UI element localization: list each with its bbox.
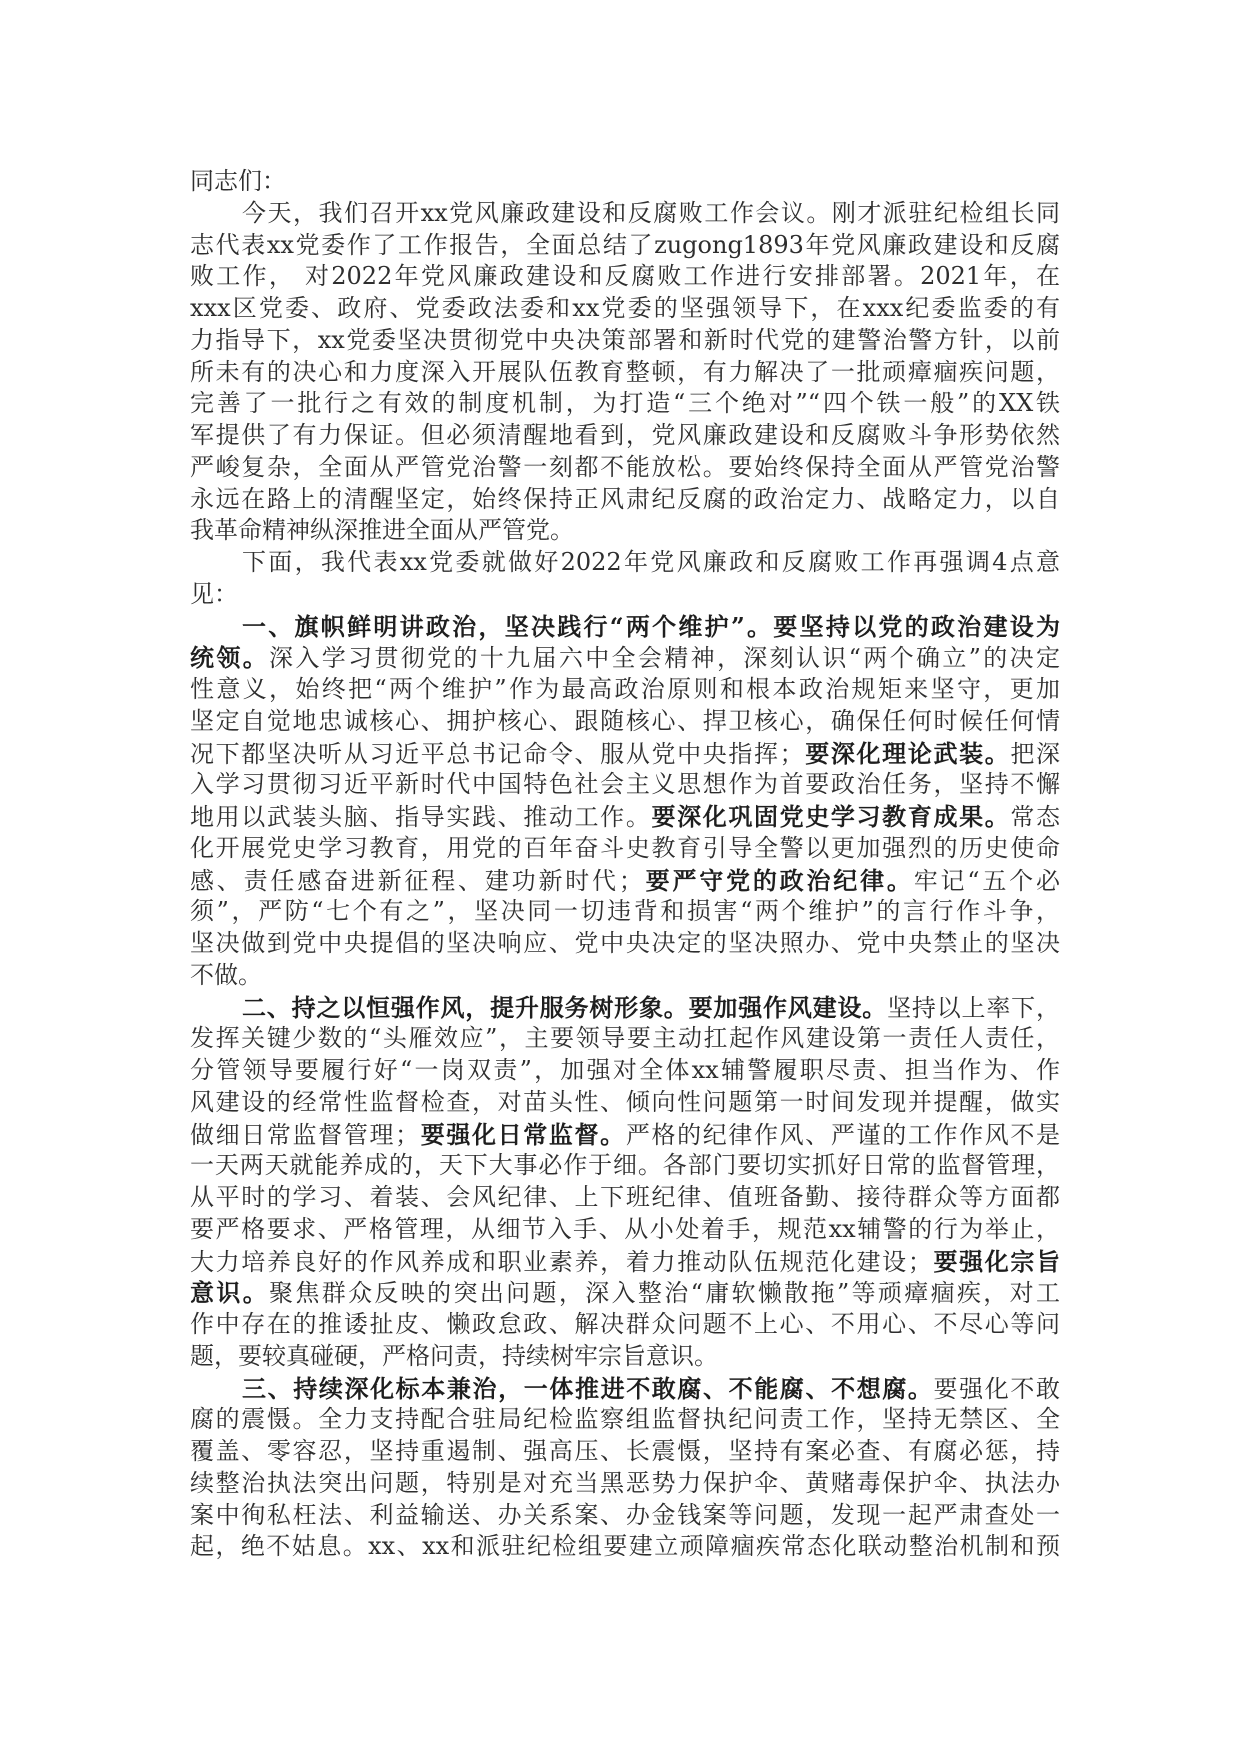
text-line	[190, 579, 1060, 611]
body-text: 常态	[1010, 803, 1060, 831]
body-text: 力指导下，xx党委坚决贯彻党中央决策部署和新时代党的建警治警方针，以前	[190, 325, 1060, 354]
body-text: 做细日常监督管理；	[190, 1120, 420, 1149]
body-text: 见：	[190, 579, 238, 608]
text-line	[190, 293, 1060, 325]
text-line	[190, 1436, 1060, 1468]
bold-heading-text: 要深化巩固党史学习教育成果。	[651, 802, 1011, 831]
bold-heading-text: 要深化理论武装。	[803, 738, 1011, 768]
text-line	[190, 674, 1060, 706]
body-text: 牢记“五个必	[913, 866, 1060, 895]
body-text: 坚持以上率下，	[887, 993, 1060, 1022]
body-text: 不做。	[190, 960, 262, 989]
body-text: 完善了一批行之有效的制度机制，为打造“三个绝对”“四个铁一般”的XX铁	[190, 389, 1060, 418]
text-line	[190, 928, 1060, 960]
body-text: 感、责任感奋进新征程、建功新时代；	[190, 866, 643, 895]
body-text: 我革命精神纵深推进全面从严管党。	[190, 516, 574, 545]
body-text: 败工作， 对2022年党风廉政建设和反腐败工作进行安排部署。2021年，在	[190, 262, 1060, 291]
bold-heading-text: 要严守党的政治纪律。	[642, 865, 914, 895]
text-line	[190, 769, 1060, 801]
body-text: 深入学习贯彻党的十九届六中全会精神，深刻认识“两个确立”的决定	[269, 644, 1060, 673]
body-text: 续整治执法突出问题，特别是对充当黑恶势力保护伞、黄赌毒保护伞、执法办	[190, 1468, 1060, 1497]
paragraph	[190, 992, 1060, 1373]
text-line	[190, 515, 1060, 547]
body-text: 分管领导要履行好“一岗双责”，加强对全体xx辅警履职尽责、担当作为、作	[190, 1056, 1060, 1084]
body-text: 同志们：	[190, 167, 286, 195]
body-text: 坚决做到党中央提倡的坚决响应、党中央决定的坚决照办、党中央禁止的坚决	[190, 929, 1060, 957]
text-line	[190, 1119, 1060, 1151]
bold-heading-text: 要强化日常监督。	[419, 1119, 626, 1149]
body-text: 严峻复杂，全面从严管党治警一刻都不能放松。要始终保持全面从严管党治警	[190, 452, 1060, 481]
body-text: 把深	[1010, 739, 1060, 768]
paragraph	[190, 611, 1060, 992]
body-text: 严格的纪律作风、严谨的工作作风不是	[625, 1120, 1060, 1149]
text-line	[190, 547, 1060, 579]
body-text: 下面，我代表xx党委就做好2022年党风廉政和反腐败工作再强调4点意	[242, 548, 1060, 576]
body-text: 入学习贯彻习近平新时代中国特色社会主义思想作为首要政治任务，坚持不懈	[190, 770, 1060, 799]
text-line	[190, 388, 1060, 420]
text-line	[190, 642, 1060, 674]
body-text: 要严格要求、严格管理，从细节入手、从小处着手，规范xx辅警的行为举止，	[190, 1214, 1060, 1243]
text-line	[190, 706, 1060, 738]
text-line	[190, 452, 1060, 484]
text-line	[190, 960, 1060, 992]
body-text: xxx区党委、政府、党委政法委和xx党委的坚强领导下，在xxx纪委监委的有	[190, 294, 1060, 322]
body-text: 一天两天就能养成的，天下大事必作于细。各部门要切实抓好日常的监督管理，	[190, 1151, 1060, 1180]
bold-heading-text: 三、持续深化标本兼治，一体推进不敢腐、不能腐、不想腐。	[242, 1373, 934, 1403]
text-line	[190, 357, 1060, 389]
text-line	[190, 1277, 1060, 1309]
text-line	[190, 1468, 1060, 1500]
body-text: 发挥关键少数的“头雁效应”，主要领导要主动扛起作风建设第一责任人责任，	[190, 1024, 1060, 1053]
body-text: 地用以武装头脑、指导实践、推动工作。	[190, 803, 652, 831]
body-text: 聚焦群众反映的突出问题，深入整治“庸软懒散拖”等顽瘴痼疾，对工	[269, 1279, 1060, 1308]
body-text: 化开展党史学习教育，用党的百年奋斗史教育引导全警以更加强烈的历史使命	[190, 833, 1060, 862]
text-line	[190, 738, 1060, 770]
bold-heading-text: 一、旗帜鲜明讲政治，坚决践行“两个维护”。要坚持以党的政治建设为	[242, 611, 1060, 641]
body-text: 题，要较真碰硬，严格问责，持续树牢宗旨意识。	[190, 1341, 718, 1370]
body-text: 须”，严防“七个有之”，坚决同一切违背和损害“两个维护”的言行作斗争，	[190, 897, 1060, 926]
bold-heading-text: 意识。	[190, 1278, 270, 1308]
text-line	[190, 1246, 1060, 1278]
text-line	[190, 1214, 1060, 1246]
bold-heading-text: 要强化宗旨	[931, 1246, 1060, 1276]
body-text: 今天，我们召开xx党风廉政建设和反腐败工作会议。刚才派驻纪检组长同	[242, 198, 1060, 227]
text-line	[190, 166, 1060, 198]
text-line	[190, 484, 1060, 516]
body-text: 风建设的经常性监督检查，对苗头性、倾向性问题第一时间发现并提醒，做实	[190, 1087, 1060, 1116]
text-line	[190, 1341, 1060, 1373]
bold-heading-text: 统领。	[190, 643, 270, 673]
text-line	[190, 1182, 1060, 1214]
text-line	[190, 1404, 1060, 1436]
body-text: 要强化不敢	[933, 1374, 1060, 1403]
text-line	[190, 261, 1060, 293]
body-text: 大力培养良好的作风养成和职业素养，着力推动队伍规范化建设；	[190, 1247, 932, 1276]
text-line	[190, 1500, 1060, 1532]
body-text: 军提供了有力保证。但必须清醒地看到，党风廉政建设和反腐败斗争形势依然	[190, 421, 1060, 449]
text-line	[190, 1150, 1060, 1182]
body-text: 志代表xx党委作了工作报告，全面总结了zugong1893年党风廉政建设和反腐	[190, 230, 1060, 259]
text-line	[190, 992, 1060, 1024]
body-text: 覆盖、零容忍，坚持重遏制、强高压、长震慑，坚持有案必查、有腐必惩，持	[190, 1437, 1060, 1465]
body-text: 永远在路上的清醒坚定，始终保持正风肃纪反腐的政治定力、战略定力，以自	[190, 484, 1060, 513]
text-line	[190, 420, 1060, 452]
text-line	[190, 865, 1060, 897]
bold-heading-text: 二、持之以恒强作风，提升服务树形象。要加强作风建设。	[242, 992, 888, 1022]
text-line	[190, 1309, 1060, 1341]
body-text: 作中存在的推诿扯皮、懒政怠政、解决群众问题不上心、不用心、不尽心等问	[190, 1310, 1060, 1338]
text-line	[190, 198, 1060, 230]
text-line	[190, 1023, 1060, 1055]
paragraph	[190, 198, 1060, 547]
paragraph	[190, 547, 1060, 611]
text-line	[190, 801, 1060, 833]
body-text: 况下都坚决听从习近平总书记命令、服从党中央指挥；	[190, 739, 804, 768]
text-line	[190, 1055, 1060, 1087]
text-line	[190, 833, 1060, 865]
text-line	[190, 611, 1060, 643]
body-text: 坚定自觉地忠诚核心、拥护核心、跟随核心、捍卫核心，确保任何时候任何情	[190, 706, 1060, 735]
body-text: 从平时的学习、着装、会风纪律、上下班纪律、值班备勤、接待群众等方面都	[190, 1183, 1060, 1211]
text-line	[190, 1531, 1060, 1563]
paragraph	[190, 1373, 1060, 1564]
text-line	[190, 230, 1060, 262]
body-text: 所未有的决心和力度深入开展队伍教育整顿，有力解决了一批顽瘴痼疾问题，	[190, 357, 1060, 386]
text-line	[190, 896, 1060, 928]
body-text: 腐的震慑。全力支持配合驻局纪检监察组监督执纪问责工作，坚持无禁区、全	[190, 1405, 1060, 1434]
document-body	[190, 166, 1060, 1563]
salutation	[190, 166, 1060, 198]
body-text: 起，绝不姑息。xx、xx和派驻纪检组要建立顽障痼疾常态化联动整治机制和预	[190, 1532, 1060, 1561]
text-line	[190, 1373, 1060, 1405]
body-text: 案中徇私枉法、利益输送、办关系案、办金钱案等问题，发现一起严肃查处一	[190, 1500, 1060, 1529]
text-line	[190, 1087, 1060, 1119]
text-line	[190, 325, 1060, 357]
body-text: 性意义，始终把“两个维护”作为最高政治原则和根本政治规矩来坚守，更加	[190, 675, 1060, 703]
